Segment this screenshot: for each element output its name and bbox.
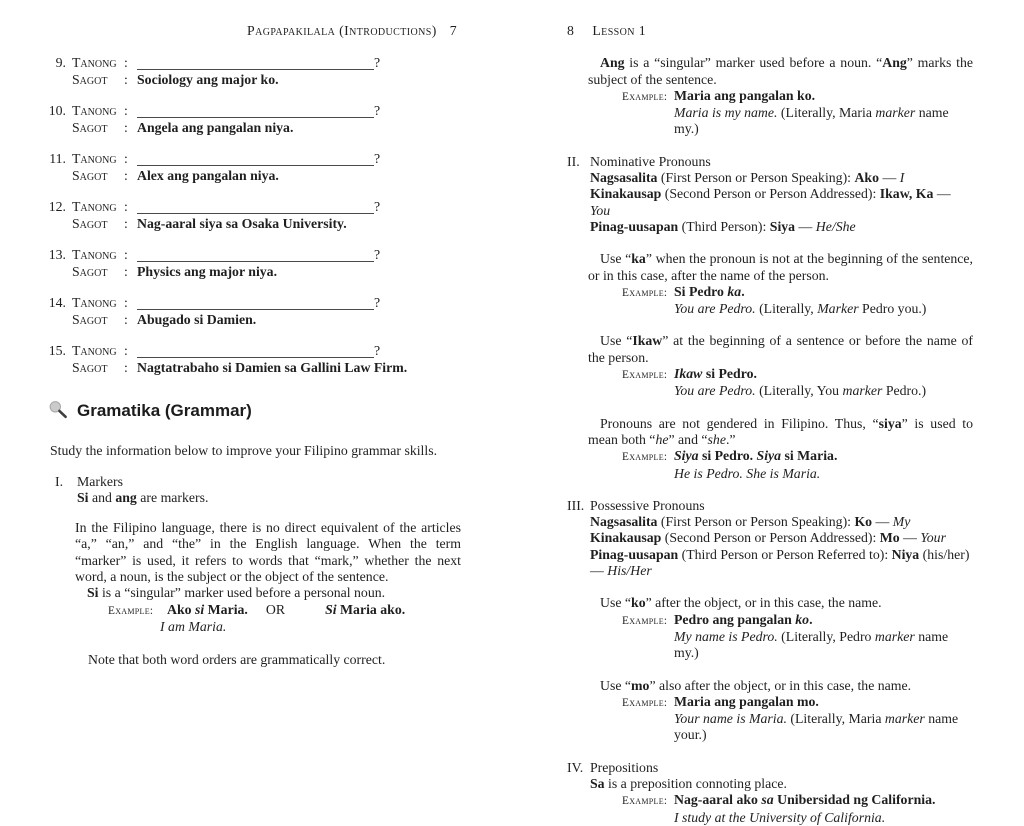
question-row (40, 151, 464, 168)
answer-row (40, 168, 464, 185)
answer-label: Sagot (72, 215, 108, 231)
example-row (108, 602, 464, 619)
example-translation: You are Pedro. (Literally, Marker Pedro you.) (674, 301, 927, 317)
example-row (622, 88, 973, 105)
left-page-header (40, 23, 464, 39)
example-translation: My name is Pedro. (Literally, Pedro marker name my.) (674, 628, 949, 661)
section-title: Possessive Pronouns (590, 497, 705, 513)
colon: : (124, 295, 128, 311)
example-filipino: Maria ang pangalan ko. (674, 87, 816, 103)
answer-row (40, 216, 464, 233)
qa-exercise-list (40, 55, 464, 376)
si-marker-rule: Si is a “singular” marker used before a personal noun. (87, 585, 386, 601)
question-mark: ? (374, 55, 381, 71)
example-row (622, 284, 973, 301)
item-number: 10. (48, 103, 66, 119)
question-mark: ? (374, 199, 381, 215)
answer-label: Sagot (72, 167, 108, 183)
example-filipino: Siya si Pedro. Siya si Maria. (674, 448, 838, 464)
rule-text: Use “mo” also after the object, or in this case, the name. (600, 677, 912, 693)
section-title: Markers (77, 473, 123, 489)
colon: : (124, 103, 128, 119)
left-page-title: Pagpapakilala (Introductions) (247, 23, 437, 38)
answer-label: Sagot (72, 359, 108, 375)
pronoun-line: Kinakausap (Second Person or Person Addressed): Mo — Your (590, 530, 946, 546)
answer-blank-line (137, 57, 374, 70)
right-page-header (567, 23, 973, 39)
section-numeral: III. (567, 497, 585, 513)
left-page-number: 7 (449, 23, 457, 38)
grammar-section-heading (48, 400, 464, 421)
usage-rule-ikaw (563, 333, 973, 399)
pronoun-line: Nagsasalita (First Person or Person Speaking): Ako — I (590, 170, 905, 186)
example-label: Example: (622, 369, 668, 382)
question-label: Tanong (72, 295, 117, 311)
example-label: Example: (622, 696, 668, 709)
colon: : (124, 247, 128, 263)
answer-blank-line (137, 249, 374, 262)
colon: : (124, 71, 128, 87)
colon: : (124, 311, 128, 327)
markers-lead: Si and ang are markers. (77, 489, 209, 505)
answer-text: Nag-aaral siya sa Osaka University. (137, 215, 347, 231)
rule-text: Pronouns are not gendered in Filipino. Thus, “siya” is used to mean both “he” and “she.” (588, 415, 973, 447)
right-page (563, 0, 973, 826)
qa-item-14 (40, 295, 464, 328)
example-translation: Maria is my name. (Literally, Maria marker name my.) (674, 105, 949, 137)
question-label: Tanong (72, 247, 117, 263)
question-mark: ? (374, 343, 381, 359)
section-numeral: II. (567, 153, 580, 169)
colon: : (124, 215, 128, 231)
colon: : (124, 199, 128, 215)
example-label: Example: (622, 286, 668, 299)
possessive-section-heading (563, 498, 973, 514)
pronoun-line: Nagsasalita (First Person or Person Speaking): Ko — My (590, 514, 911, 530)
question-mark: ? (374, 103, 381, 119)
question-row (40, 199, 464, 216)
answer-row (40, 72, 464, 89)
right-page-title: Lesson 1 (592, 23, 647, 38)
pronoun-line: Pinag-uusapan (Third Person or Person Referred to): Niya (his/her) — His/Her (590, 546, 970, 579)
rule-text: Use “ko” after the object, or in this case, the name. (600, 595, 882, 611)
answer-text: Angela ang pangalan niya. (137, 119, 294, 135)
colon: : (124, 343, 128, 359)
example-filipino: Ikaw si Pedro. (674, 366, 757, 382)
question-row (40, 247, 464, 264)
question-row (40, 55, 464, 72)
nominative-section-heading (563, 154, 973, 170)
example-label: Example: (622, 614, 668, 627)
example-label: Example: (108, 604, 154, 617)
prepositions-section-heading (563, 760, 973, 776)
colon: : (124, 263, 128, 279)
example-row (622, 366, 973, 383)
sa-preposition-lead: Sa is a preposition connoting place. (590, 775, 787, 791)
item-number: 11. (49, 151, 66, 167)
rule-text: Use “ka” when the pronoun is not at the beginning of the sentence, or in this case, after the name of the person. (588, 251, 973, 283)
example-row (622, 448, 973, 465)
answer-row (40, 360, 464, 377)
rule-text: Use “Ikaw” at the beginning of a sentence or before the name of the person. (588, 333, 973, 365)
item-number: 14. (48, 295, 66, 311)
item-number: 15. (48, 343, 66, 359)
example-label: Example: (622, 90, 668, 103)
qa-item-12 (40, 199, 464, 232)
example-translation: I am Maria. (160, 618, 227, 634)
section-numeral: I. (55, 473, 64, 489)
example-filipino: Pedro ang pangalan ko. (674, 611, 813, 627)
question-row (40, 343, 464, 360)
question-label: Tanong (72, 55, 117, 71)
colon: : (124, 359, 128, 375)
example-translation: You are Pedro. (Literally, You marker Pedro.) (674, 383, 927, 399)
example-row (622, 792, 973, 809)
answer-text: Nagtatrabaho si Damien sa Gallini Law Firm. (137, 359, 408, 375)
item-number: 9. (55, 55, 66, 71)
ang-marker-paragraph: Ang is a “singular” marker used before a noun. “Ang” marks the subject of the sentence. (588, 55, 973, 87)
colon: : (124, 55, 128, 71)
item-number: 13. (48, 247, 66, 263)
answer-blank-line (137, 297, 374, 310)
magnifier-icon (48, 400, 69, 421)
colon: : (124, 151, 128, 167)
example-translation: Your name is Maria. (Literally, Maria marker name your.) (674, 711, 959, 743)
answer-label: Sagot (72, 119, 108, 135)
pronoun-line: Pinag-uusapan (Third Person): Siya — He/She (590, 218, 856, 234)
example-filipino: Ako si Maria. OR Si Maria ako. (167, 601, 406, 617)
answer-blank-line (137, 105, 374, 118)
question-mark: ? (374, 295, 381, 311)
question-mark: ? (374, 247, 381, 263)
example-filipino: Maria ang pangalan mo. (674, 693, 819, 709)
answer-text: Abugado si Damien. (137, 311, 257, 327)
section-numeral: IV. (567, 759, 584, 775)
grammar-intro: Study the information below to improve your Filipino grammar skills. (50, 443, 438, 459)
question-label: Tanong (72, 151, 117, 167)
right-page-number: 8 (567, 23, 574, 38)
answer-text: Sociology ang major ko. (137, 71, 279, 87)
section-title: Prepositions (590, 759, 659, 775)
grammar-heading-text: Gramatika (Grammar) (77, 400, 252, 420)
answer-text: Alex ang pangalan niya. (137, 167, 279, 183)
qa-item-10 (40, 103, 464, 136)
example-row (622, 694, 973, 711)
qa-item-9 (40, 55, 464, 88)
example-translation: He is Pedro. She is Maria. (674, 465, 821, 481)
markers-paragraph: In the Filipino language, there is no direct equivalent of the articles “a,” “an,” and “the” in the English language. When the term “marker” is used, it refers to words that “mark,” whether the next word, a noun, is the subject or the object of the sentence. (75, 520, 461, 585)
colon: : (124, 167, 128, 183)
colon: : (124, 119, 128, 135)
pronoun-line: Kinakausap (Second Person or Person Addressed): Ikaw, Ka — You (590, 186, 951, 218)
usage-rule-ka (563, 251, 973, 317)
usage-rule-siya (563, 416, 973, 482)
question-label: Tanong (72, 343, 117, 359)
qa-item-11 (40, 151, 464, 184)
usage-rule-mo (563, 678, 973, 744)
question-row (40, 103, 464, 120)
answer-row (40, 312, 464, 329)
answer-text: Physics ang major niya. (137, 263, 278, 279)
question-label: Tanong (72, 199, 117, 215)
answer-row (40, 264, 464, 281)
answer-label: Sagot (72, 71, 108, 87)
example-label: Example: (622, 451, 668, 464)
example-filipino: Nag-aaral ako sa Unibersidad ng California. (674, 792, 936, 808)
example-row (622, 612, 973, 629)
left-page (40, 0, 464, 669)
markers-section-heading (40, 474, 464, 490)
usage-rule-ko (563, 595, 973, 661)
question-mark: ? (374, 151, 381, 167)
qa-item-15 (40, 343, 464, 376)
word-order-note: Note that both word orders are grammatically correct. (88, 652, 386, 668)
question-row (40, 295, 464, 312)
question-label: Tanong (72, 103, 117, 119)
answer-row (40, 120, 464, 137)
item-number: 12. (48, 199, 66, 215)
example-translation: I study at the University of California. (674, 809, 886, 825)
answer-blank-line (137, 345, 374, 358)
example-filipino: Si Pedro ka. (674, 283, 745, 299)
section-title: Nominative Pronouns (590, 153, 711, 169)
qa-item-13 (40, 247, 464, 280)
answer-blank-line (137, 201, 374, 214)
answer-blank-line (137, 153, 374, 166)
example-label: Example: (622, 795, 668, 808)
answer-label: Sagot (72, 311, 108, 327)
answer-label: Sagot (72, 263, 108, 279)
